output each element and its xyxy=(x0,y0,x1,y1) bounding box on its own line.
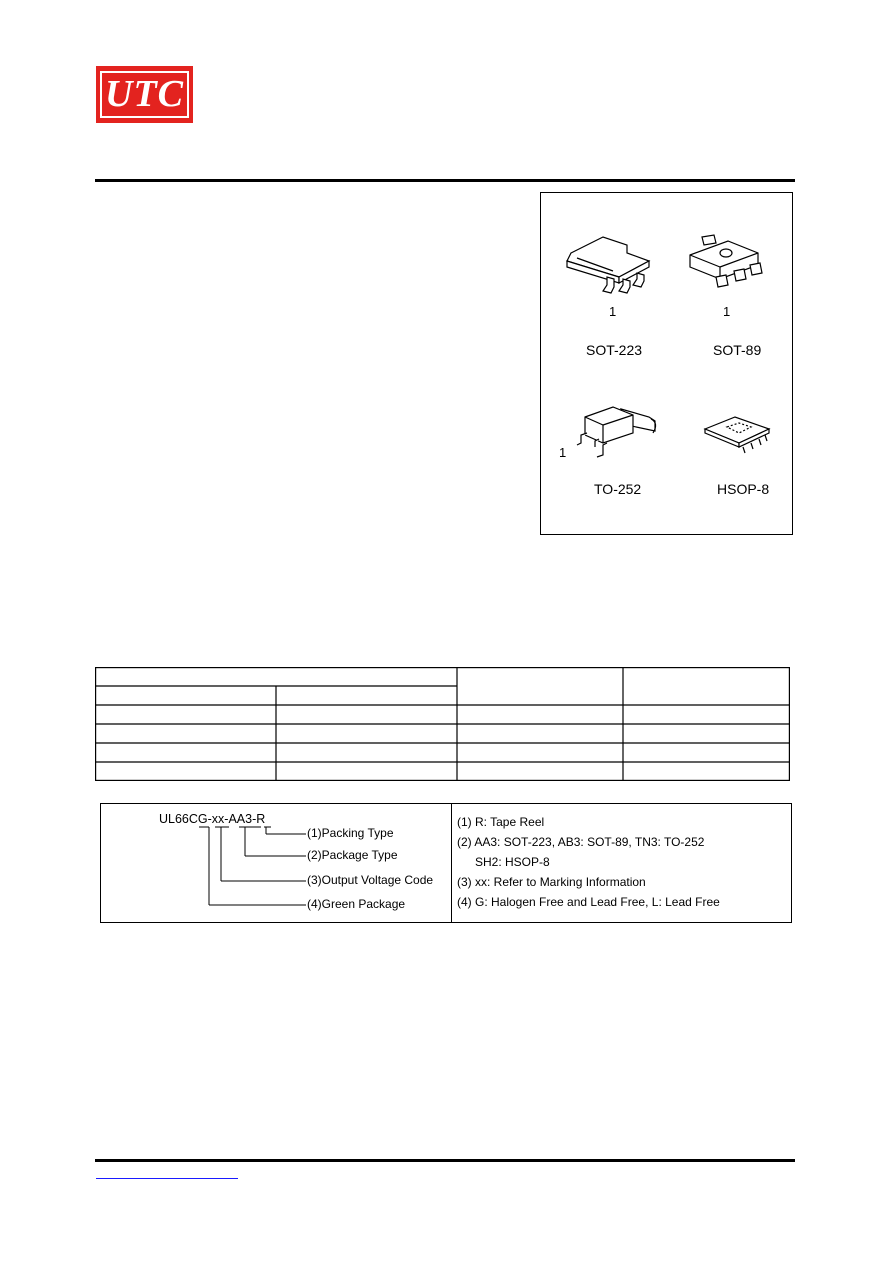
decode-field-packing: (1)Packing Type xyxy=(307,826,394,840)
footer-rule xyxy=(95,1159,795,1162)
decode-field-voltage: (3)Output Voltage Code xyxy=(307,873,434,887)
ordering-table-grid xyxy=(95,667,790,781)
footer-website-link[interactable] xyxy=(96,1166,238,1179)
part-number: UL66CG-xx-AA3-R xyxy=(159,812,266,826)
decode-note-1: (1) R: Tape Reel xyxy=(457,815,545,829)
to-252-label: TO-252 xyxy=(594,481,642,497)
decode-note-4: (4) G: Halogen Free and Lead Free, L: Lead Free xyxy=(457,895,720,909)
hsop-8-label: HSOP-8 xyxy=(717,481,770,497)
utc-logo xyxy=(96,66,193,123)
to-252-pin1: 1 xyxy=(559,445,567,460)
header-rule xyxy=(95,179,795,182)
sot-223-drawing xyxy=(563,231,657,297)
decode-note-3: (3) xx: Refer to Marking Information xyxy=(457,875,646,889)
sot-89-pin1: 1 xyxy=(723,304,731,319)
logo-text: UTC xyxy=(105,73,184,115)
package-box xyxy=(540,192,793,535)
decode-note-2: (2) AA3: SOT-223, AB3: SOT-89, TN3: TO-252 xyxy=(457,835,705,849)
hsop-8-drawing xyxy=(699,411,777,459)
decode-field-green: (4)Green Package xyxy=(307,897,406,911)
sot-223-label: SOT-223 xyxy=(586,342,643,358)
sot-223-pin1: 1 xyxy=(609,304,617,319)
decode-note-2b: SH2: HSOP-8 xyxy=(475,855,550,869)
part-number-decode xyxy=(100,803,792,923)
ordering-table xyxy=(95,667,790,781)
sot-89-label: SOT-89 xyxy=(713,342,762,358)
to-252-drawing xyxy=(571,403,663,463)
decode-field-package: (2)Package Type xyxy=(307,848,398,862)
sot-89-drawing xyxy=(686,233,772,297)
decode-divider xyxy=(451,804,452,922)
